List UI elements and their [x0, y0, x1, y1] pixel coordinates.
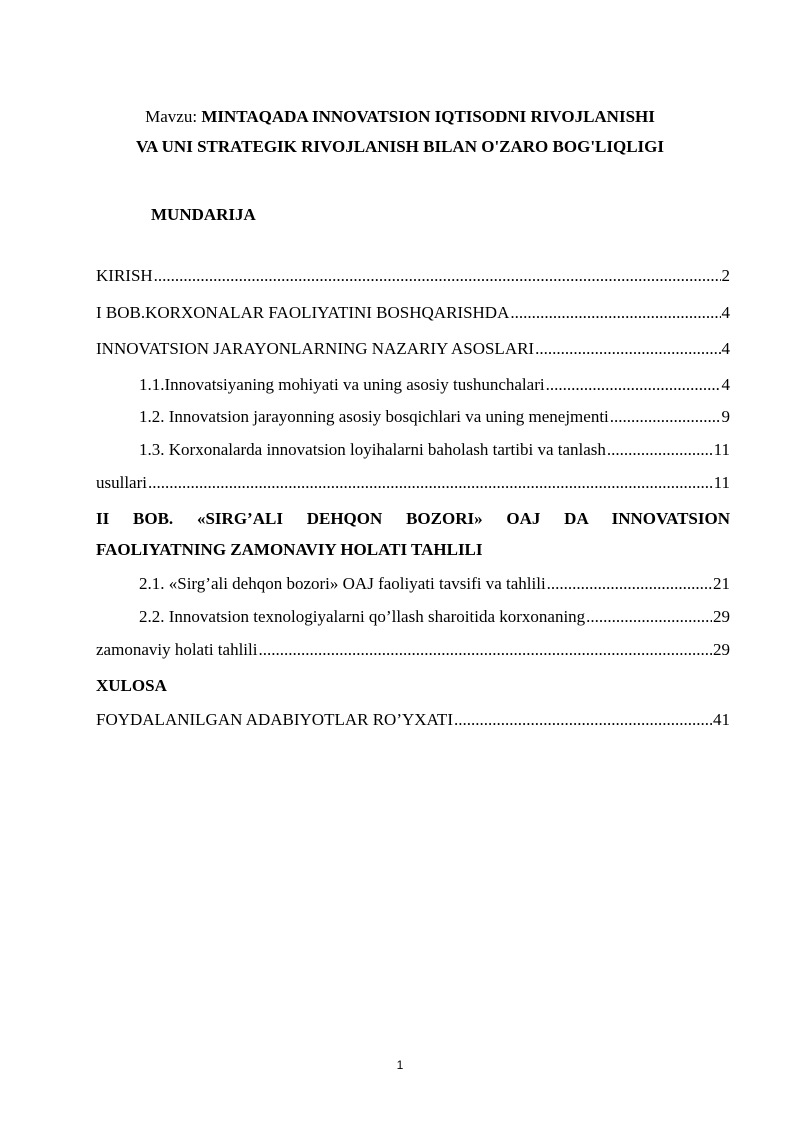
toc-page: 9 [721, 407, 730, 426]
toc-entry-1-3-cont [96, 471, 730, 495]
toc-page: 11 [713, 440, 730, 459]
toc-leader [154, 264, 721, 288]
toc-leader [547, 572, 712, 596]
toc-page: 11 [713, 473, 730, 492]
toc-entry-1-2 [139, 405, 730, 429]
title-text-2: VA UNI STRATEGIK RIVOJLANISH BILAN O'ZARO BOG'LIQLIGI [135, 137, 665, 156]
toc-label: KIRISH [96, 266, 153, 285]
contents-heading: MUNDARIJA [151, 205, 256, 224]
toc-entry-1-1 [139, 373, 730, 397]
toc-entry-2-2-cont [96, 638, 730, 662]
toc-label: I BOB.KORXONALAR FAOLIYATINI BOSHQARISHDA [96, 303, 510, 322]
document-title-line1 [0, 104, 800, 130]
toc-label: 2.2. Innovatsion texnologiyalarni qo’llash sharoitida korxonaning [139, 607, 586, 626]
toc-heading-xulosa: XULOSA [96, 676, 167, 695]
toc-leader [607, 438, 713, 462]
toc-label: 2.1. «Sirg’ali dehqon bozori» OAJ faoliyati tavsifi va tahlili [139, 574, 546, 593]
toc-leader [546, 373, 721, 397]
toc-heading-bob2: II BOB. «SIRG’ALI DEHQON BOZORI» OAJ DA INNOVATSION [96, 509, 730, 528]
toc-page: 4 [721, 339, 730, 358]
toc-entry-2-2 [139, 605, 730, 629]
toc-entry-bob1 [96, 301, 730, 325]
toc-leader [454, 708, 712, 732]
toc-leader [535, 337, 720, 361]
toc-label: INNOVATSION JARAYONLARNING NAZARIY ASOSLARI [96, 339, 535, 358]
toc-leader [610, 405, 721, 429]
title-text-1: MINTAQADA INNOVATSION IQTISODNI RIVOJLANISHI [201, 107, 655, 126]
toc-leader [258, 638, 712, 662]
toc-page: 4 [721, 375, 730, 394]
toc-label: FOYDALANILGAN ADABIYOTLAR RO’YXATI [96, 710, 453, 729]
toc-label: zamonaviy holati tahlili [96, 640, 258, 659]
document-title-line2 [0, 134, 800, 160]
toc-page: 29 [713, 640, 730, 659]
toc-page: 2 [721, 266, 730, 285]
toc-entry-2-1 [139, 572, 730, 596]
toc-page: 29 [713, 607, 730, 626]
toc-leader [586, 605, 712, 629]
toc-label: 1.3. Korxonalarda innovatsion loyihalarni baholash tartibi va tanlash [139, 440, 606, 459]
toc-label: 1.2. Innovatsion jarayonning asosiy bosqichlari va uning menejmenti [139, 407, 609, 426]
toc-entry-kirish [96, 264, 730, 288]
toc-page: 4 [721, 303, 730, 322]
toc-label: usullari [96, 473, 147, 492]
toc-entry-1-3 [139, 438, 730, 462]
toc-leader [148, 471, 713, 495]
toc-page: 41 [713, 710, 730, 729]
title-prefix: Mavzu: [145, 107, 202, 126]
page-number: 1 [396, 1058, 404, 1072]
toc-heading-bob2-cont: FAOLIYATNING ZAMONAVIY HOLATI TAHLILI [96, 540, 483, 559]
toc-page: 21 [713, 574, 730, 593]
toc-label: 1.1.Innovatsiyaning mohiyati va uning asosiy tushunchalari [139, 375, 545, 394]
toc-entry-adabiyotlar [96, 708, 730, 732]
toc-entry-bob1-cont [96, 337, 730, 361]
toc-leader [510, 301, 720, 325]
